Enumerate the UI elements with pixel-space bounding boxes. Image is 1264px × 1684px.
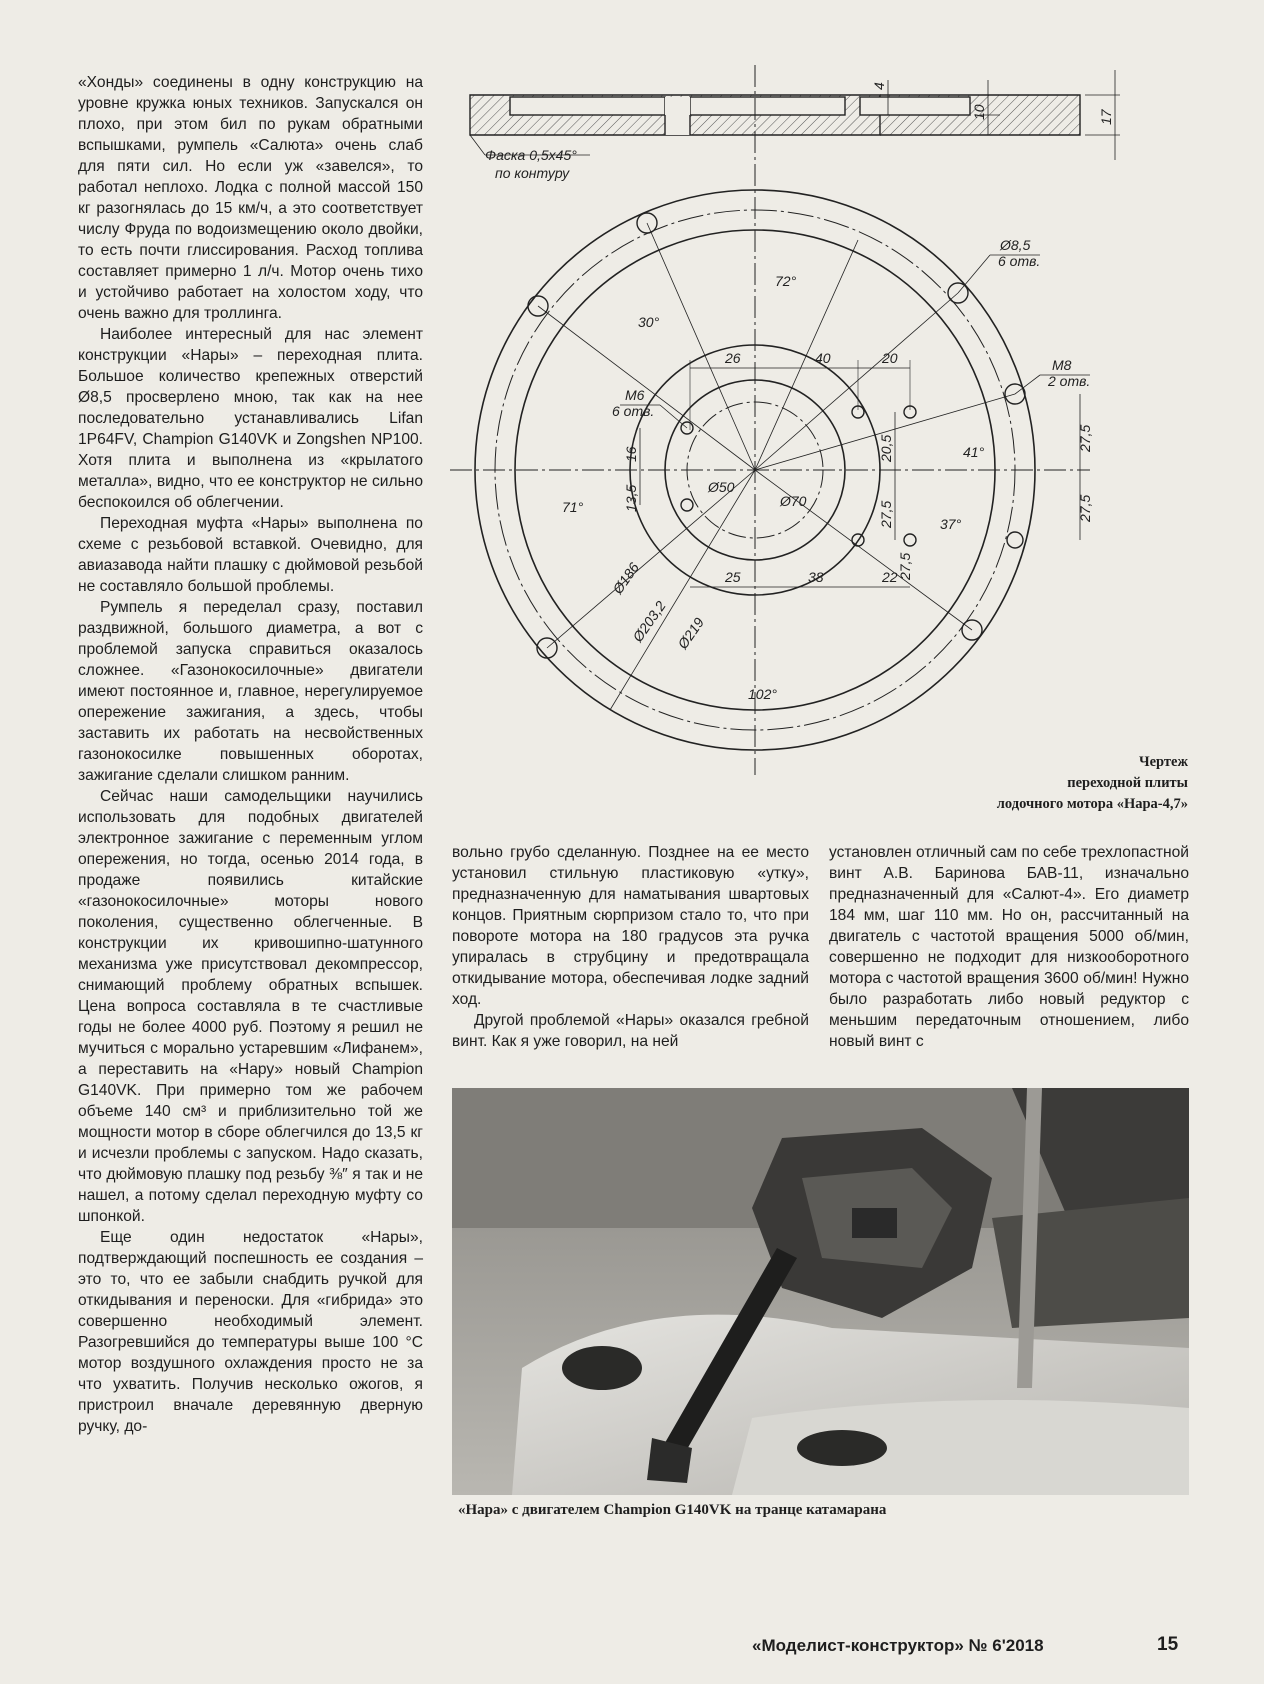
hole-85-label: Ø8,5 (1000, 237, 1031, 253)
diameter-186: Ø186 (609, 559, 643, 597)
m6-label: M6 (625, 387, 645, 403)
m8-count: 2 отв. (1048, 373, 1091, 389)
dim-27-5: 27,5 (1077, 494, 1093, 522)
drawing-caption (888, 752, 1188, 815)
paragraph: «Хонды» соединены в одну конструкцию на уровне кружка юных техников. Запускался он плохо, при этом бил по рукам обратными вспышками, румпель «Салюта» очень слаб для пяти сил. Но если уж «завелся», то работал неплохо. Лодка с полной массой 150 кг разогнялась до 15 км/ч, а это соответствует числу Фруда по водоизмещению около двойки, то есть почти глиссирования. Расход топлива составляет примерно 1 л/ч. Мотор очень тихо и устойчиво работает на холостом ходу, что очень важно для троллинга. (78, 74, 423, 322)
caption-line: переходной плиты (1067, 775, 1188, 791)
dim-16: 16 (623, 446, 639, 462)
paragraph: Сейчас наши самодельщики научились использовать для подобных двигателей электронное зажигание с переменным углом опережения, но тогда, осенью 2014 года, в продаже появились китайские «газонокосилочные» моторы нового поколения, существенно облегченные. В конструкции их кривошипно-шатунного механизма уже присутствовал декомпрессор, снимающий проблему обратных вспышек. Цена вопроса составляла в те счастливые годы не более 4000 руб. Поэтому я решил не мучиться с морально устаревшим «Лифанем», а переставить на «Нару» новый Champion G140VK. При примерно том же рабочем объеме 140 см³ и приблизительно той же мощности мотор в сборе облегчился до 13,5 кг и исчезли проблемы с запуском. Надо сказать, что дюймовую плашку под резьбу ⅜″ я так и не нашел, а потому сделал переходную муфту со шпонкой. (78, 788, 423, 1225)
paragraph: Еще один недостаток «Нары», подтверждающий поспешность ее создания – это то, что ее забыли снабдить ручкой для откидывания и переноски. Для «гибрида» это совершенно необходимый элемент. Разогревшийся до температуры выше 100 °С мотор воздушного охлаждения просто не за что ухватить. Получив несколько ожогов, я пристроил вначале деревянную дверную ручку, до- (78, 1229, 423, 1435)
dim-20: 20 (882, 350, 898, 366)
photo-caption: «Нара» с двигателем Champion G140VK на транце катамарана (458, 1502, 887, 1518)
diameter-203: Ø203,2 (629, 597, 669, 645)
paragraph: Переходная муфта «Нары» выполнена по схеме с резьбовой вставкой. Очевидно, для авиазавода найти плашку с дюймовой резьбой не составляло большой проблемы. (78, 515, 423, 595)
article-column-2 (452, 842, 809, 1052)
angle-72: 72° (775, 273, 797, 289)
angle-71: 71° (562, 499, 584, 515)
diameter-50: Ø50 (708, 479, 735, 495)
hole-85-count: 6 отв. (998, 253, 1041, 269)
m6-count: 6 отв. (612, 403, 655, 419)
paragraph: Румпель я переделал сразу, поставил раздвижной, большого диаметра, а вот с проблемой запуска справиться оказалось сложнее. «Газонокосилочные» двигатели имеют постоянное и, главное, нерегулируемое опережение зажигания, а здесь, чтобы заставить их работать на несвойственных газонокосилке повышенных оборотах, зажигание сделали слишком ранним. (78, 599, 423, 784)
dim-22: 22 (882, 569, 898, 585)
paragraph: Другой проблемой «Нары» оказался гребной винт. Как я уже говорил, на ней (452, 1012, 809, 1050)
diameter-219: Ø219 (674, 614, 708, 652)
dim-25: 25 (725, 569, 741, 585)
chamfer-label: Фаска 0,5х45° (485, 147, 577, 163)
dim-26: 26 (725, 350, 741, 366)
magazine-footer: «Моделист-конструктор» № 6'2018 (752, 1636, 1044, 1655)
dim-40: 40 (815, 350, 831, 366)
article-column-3 (829, 842, 1189, 1052)
dim-13-5: 13,5 (623, 484, 639, 512)
paragraph: установлен отличный сам по себе трехлопастной винт А.В. Баринова БАВ-11, изначально предназначенный для «Салют-4». Его диаметр 184 мм, шаг 110 мм. Но он, рассчитанный на двигатель с частотой вращения 5000 об/мин, совершенно не подходит для низкооборотного мотора с частотой вращения 3600 об/мин! Нужно было разработать либо новый редуктор с меньшим передаточным отношением, либо новый винт с (829, 844, 1189, 1050)
chamfer-label-2: по контуру (495, 165, 570, 181)
diameter-70: Ø70 (780, 493, 807, 509)
angle-41: 41° (963, 444, 985, 460)
angle-102: 102° (748, 686, 777, 702)
dim-27-5: 27,5 (1077, 424, 1093, 452)
page-number: 15 (1157, 1634, 1179, 1655)
dim-10: 10 (971, 104, 987, 120)
dim-27-5: 27,5 (897, 552, 913, 580)
angle-30: 30° (638, 314, 660, 330)
angle-37: 37° (940, 516, 962, 532)
engine-photo (452, 1088, 1189, 1495)
paragraph: вольно грубо сделанную. Позднее на ее место установил стильную пластиковую «утку», предназначенную для наматывания швартовых концов. Приятным сюрпризом стало то, что при повороте мотора на 180 градусов эта ручка упиралась в струбцину и предотвращала откидывание мотора, обеспечивая лодке задний ход. (452, 844, 809, 1008)
plate-drawing (440, 60, 1195, 830)
dim-17: 17 (1098, 109, 1114, 125)
caption-line: лодочного мотора «Нара-4,7» (996, 796, 1188, 812)
dim-20-5: 20,5 (878, 434, 894, 462)
m8-label: M8 (1052, 357, 1072, 373)
caption-line: Чертеж (1138, 754, 1188, 770)
dim-27-5: 27,5 (878, 500, 894, 528)
dim-4: 4 (871, 82, 887, 90)
article-column-1 (78, 72, 423, 1437)
dim-38: 38 (808, 569, 824, 585)
paragraph: Наиболее интересный для нас элемент конструкции «Нары» – переходная плита. Большое количество крепежных отверстий Ø8,5 просверлено мною, так как на нее последовательно устанавливались Lifan 1P64FV, Champion G140VK и Zongshen NP100. Хотя плита и выполнена из «крылатого металла», видно, что ее конструктор не сильно беспокоился об облегчении. (78, 326, 423, 511)
